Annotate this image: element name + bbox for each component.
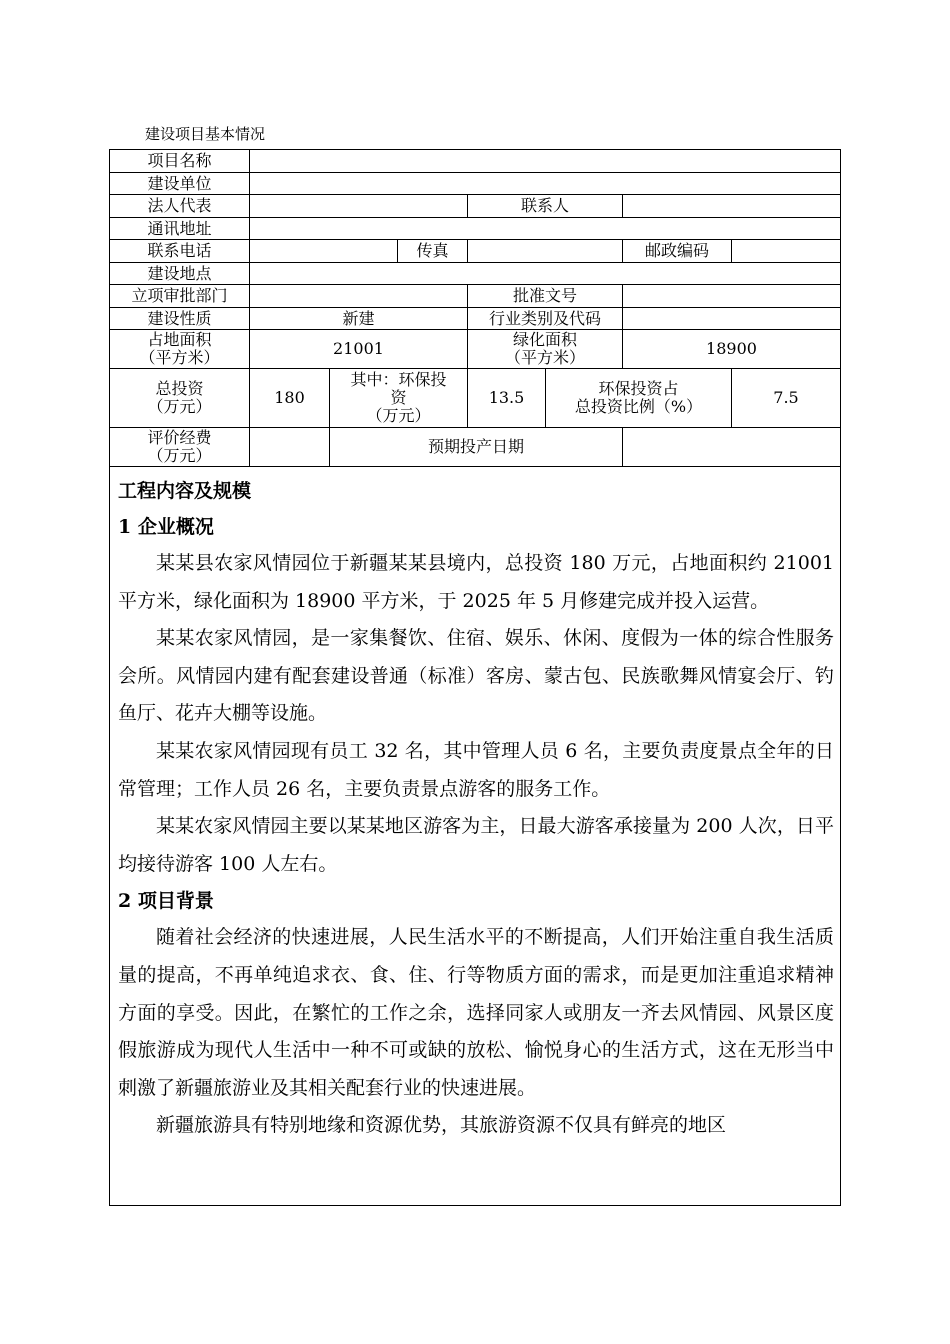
heading-company-overview: 1 企业概况 [118,516,214,538]
paragraph: 某某农家风情园主要以某某地区游客为主，日最大游客承接量为 200 人次，日平均接待游客 100 人左右。 [118,815,834,875]
label-approval-no: 批准文号 [468,285,623,308]
label-green-area-line1: 绿化面积 [512,330,577,349]
label-total-investment-line2: （万元） [147,397,212,416]
label-project-name: 项目名称 [110,150,250,173]
value-project-name[interactable] [250,150,840,173]
label-location: 建设地点 [110,263,250,285]
label-fax: 传真 [398,240,468,263]
value-land-area: 21001 [250,330,468,369]
paragraph: 某某县农家风情园位于新疆某某县境内，总投资 180 万元，占地面积约 21001 平方米，绿化面积为 18900 平方米，于 2025 年 5 月修建完成并投入运营。 [118,552,834,612]
label-approval-dept: 立项审批部门 [110,285,250,308]
label-legal-rep: 法人代表 [110,195,250,218]
label-industry: 行业类别及代码 [468,308,623,330]
value-approval-no[interactable] [623,285,840,308]
label-total-investment [110,369,250,428]
value-builder[interactable] [250,173,840,195]
label-green-area-line2: （平方米） [504,348,585,367]
value-nature: 新建 [250,308,468,330]
value-legal-rep[interactable] [250,195,468,218]
label-contact: 联系人 [468,195,623,218]
value-env-investment: 13.5 [468,369,546,428]
value-location[interactable] [250,263,840,285]
value-env-ratio: 7.5 [732,369,840,428]
section-title: 工程内容及规模 [118,480,252,502]
table-caption: 建设项目基本情况 [145,125,266,143]
paragraph: 随着社会经济的快速进展，人民生活水平的不断提高，人们开始注重自我生活质量的提高，不再单纯追求衣、食、住、行等物质方面的需求，而是更加注重追求精神方面的享受。因此，在繁忙的工作之余，选择同家人或朋友一齐去风情园、风景区度假旅游成为现代人生活中一种不可或缺的放松、愉悦身心的生活方式，这在无形当中刺激了新疆旅游业及其相关配套行业的快速进展。 [118,926,834,1099]
label-land-area-line2: （平方米） [139,348,220,367]
project-info-table [109,149,841,1206]
label-env-investment-line3: （万元） [366,406,431,425]
paragraph: 某某农家风情园，是一家集餐饮、住宿、娱乐、休闲、度假为一体的综合性服务会所。风情园内建有配套建设普通（标准）客房、蒙古包、民族歌舞风情宴会厅、钓鱼厅、花卉大棚等设施。 [118,627,834,725]
value-total-investment: 180 [250,369,330,428]
label-env-ratio [546,369,732,428]
label-env-investment-line2: 资 [390,388,407,407]
label-env-ratio-line1: 环保投资占 [598,379,679,398]
heading-project-background: 2 项目背景 [118,890,214,913]
label-address: 通讯地址 [110,218,250,240]
label-start-date: 预期投产日期 [330,428,623,467]
label-env-investment-line1: 其中：环保投 [350,370,447,389]
value-address[interactable] [250,218,840,240]
value-eval-fee[interactable] [250,428,330,467]
label-land-area-line1: 占地面积 [147,330,212,349]
value-start-date[interactable] [623,428,840,467]
value-green-area: 18900 [623,330,840,369]
label-land-area [110,330,250,369]
value-contact[interactable] [623,195,840,218]
label-env-ratio-line2: 总投资比例（%） [574,397,703,416]
label-green-area [468,330,623,369]
paragraph: 某某农家风情园现有员工 32 名，其中管理人员 6 名，主要负责度景点全年的日常管理；工作人员 26 名，主要负责景点游客的服务工作。 [118,739,834,800]
label-eval-fee-line2: （万元） [147,446,212,465]
label-phone: 联系电话 [110,240,250,263]
label-nature: 建设性质 [110,308,250,330]
value-phone[interactable] [250,240,398,263]
value-postcode[interactable] [732,240,840,263]
label-eval-fee-line1: 评价经费 [147,428,212,447]
value-approval-dept[interactable] [250,285,468,308]
content-section [118,473,834,1145]
label-postcode: 邮政编码 [623,240,732,263]
label-builder: 建设单位 [110,173,250,195]
label-total-investment-line1: 总投资 [155,379,204,398]
value-industry[interactable] [623,308,840,330]
value-fax[interactable] [468,240,623,263]
label-env-investment [330,369,468,428]
label-eval-fee [110,428,250,467]
paragraph: 新疆旅游具有特别地缘和资源优势，其旅游资源不仅具有鲜亮的地区 [156,1114,727,1137]
